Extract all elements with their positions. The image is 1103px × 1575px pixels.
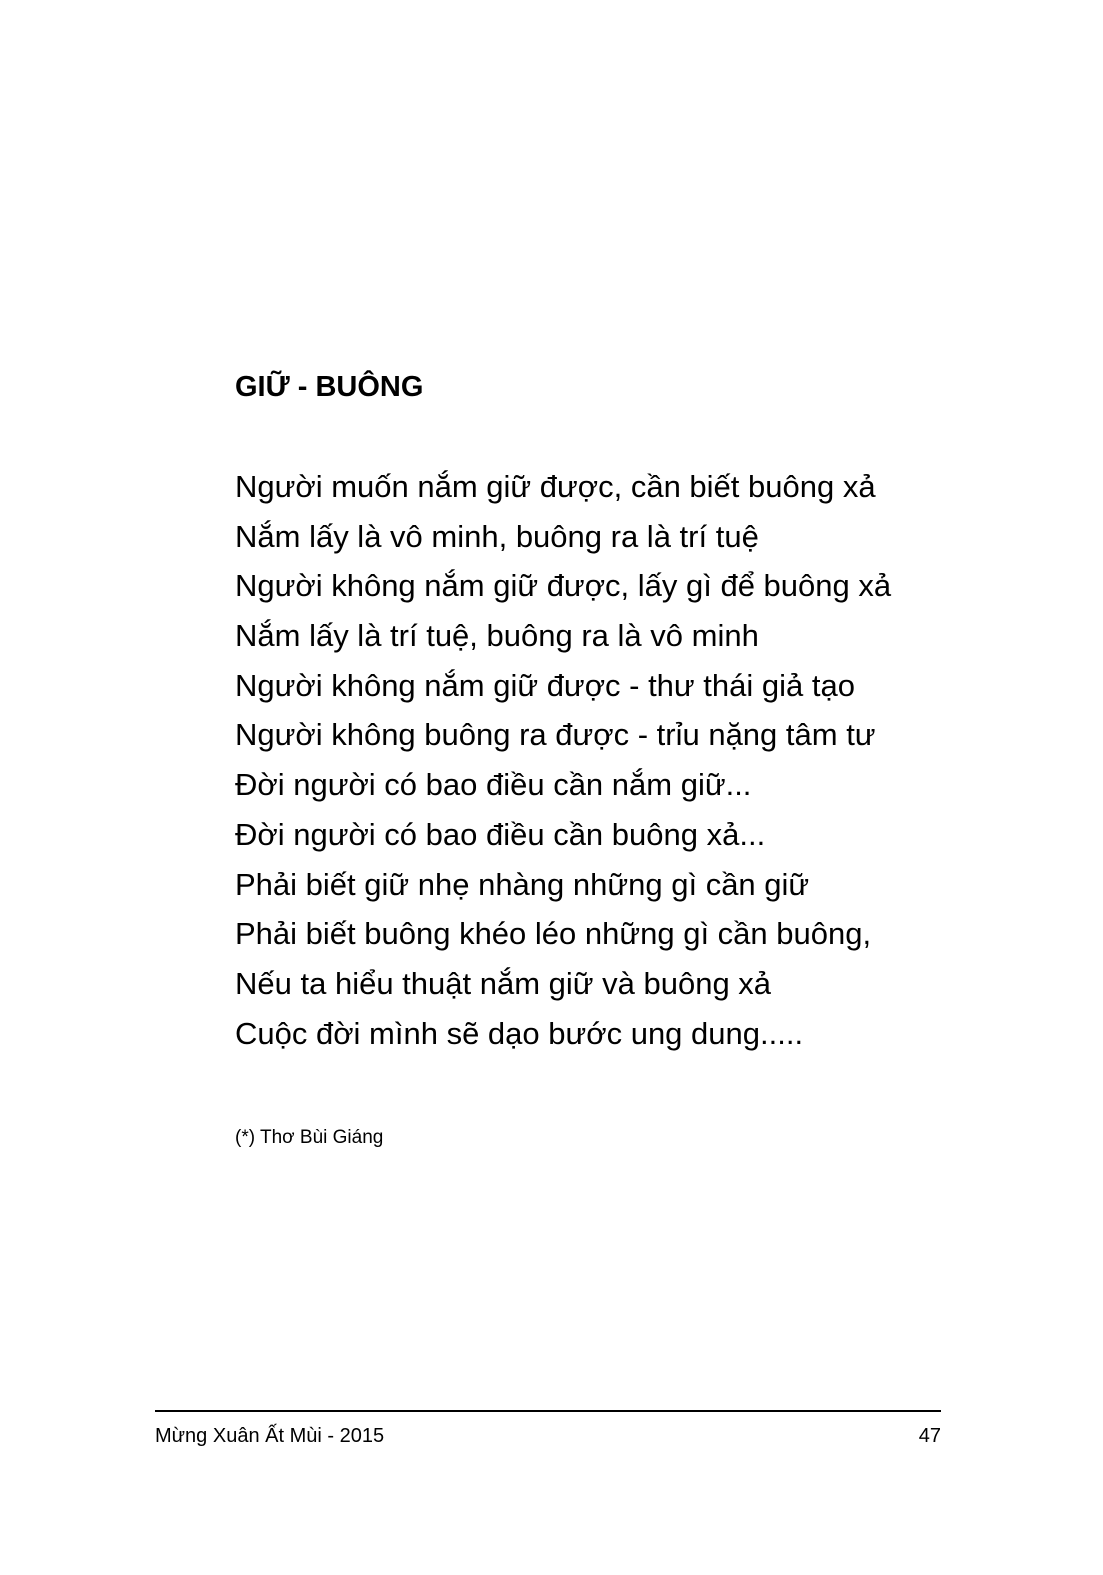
poem-footnote: (*) Thơ Bùi Giáng (235, 1127, 384, 1148)
poem-line: Cuộc đời mình sẽ dạo bước ung dung..... (235, 1015, 804, 1051)
poem-line: Nếu ta hiểu thuật nắm giữ và buông xả (235, 965, 772, 1001)
poem-line: Nắm lấy là vô minh, buông ra là trí tuệ (235, 518, 759, 554)
poem-line: Người không buông ra được - trỉu nặng tâm tư (235, 717, 876, 753)
poem-line: Phải biết giữ nhẹ nhàng những gì cần giữ (235, 866, 810, 902)
poem-line: Người không nắm giữ được - thư thái giả tạo (235, 667, 855, 703)
poem-line: Đời người có bao điều cần nắm giữ... (235, 767, 752, 803)
footer-publication-title: Mừng Xuân Ất Mùi - 2015 (155, 1425, 385, 1447)
poem-line: Đời người có bao điều cần buông xả... (235, 816, 766, 852)
poem-line: Người không nắm giữ được, lấy gì để buông xả (235, 568, 892, 604)
poem-title: GIỮ - BUÔNG (235, 371, 424, 403)
poem-line: Phải biết buông khéo léo những gì cần buông, (235, 916, 872, 952)
poem-line: Nắm lấy là trí tuệ, buông ra là vô minh (235, 618, 759, 654)
poem-line: Người muốn nắm giữ được, cần biết buông xả (235, 469, 876, 504)
poem-body (235, 462, 891, 1058)
footer-divider (155, 1410, 941, 1412)
page-number: 47 (918, 1425, 941, 1447)
